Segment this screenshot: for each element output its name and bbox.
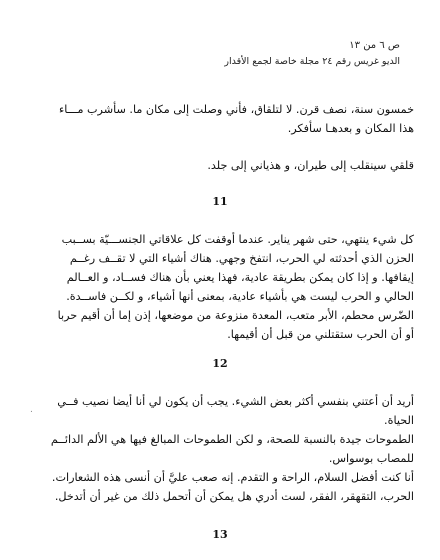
text-line: الضّرس محطم، الأبر متعب، المعدة منزوعة من موضعها، إذن إما أن أقيم حربا bbox=[57, 309, 414, 322]
text-line: الحزن الذي أحدثته لي الحرب، انتفخ وجهي. هناك أشياء التي لا تقــف رغــم bbox=[69, 252, 414, 265]
text-line: أنا كنت أفضل السلام، الراحة و التقدم. إنه صعب عليَّ أن أنسى هذه الشعارات. bbox=[51, 471, 414, 484]
paragraph-short bbox=[28, 156, 414, 175]
page-number-header: ص ٦ من ١٣ bbox=[349, 40, 400, 51]
text-line: إيقافها. و إذا كان يمكن بطريقة عادية، فهذا يعني بأن هناك فســاد، و العــالم bbox=[66, 271, 414, 284]
section-number-11: 11 bbox=[212, 195, 228, 208]
text-line: أريد أن أعتني بنفسي أكثر بعض الشيء. يجب أن يكون لي أنا أيضا نصيب فــي bbox=[57, 395, 414, 408]
text-line: كل شيء ينتهي، حتى شهر يناير. عندما أوقفت كل علاقاتي الجنســـيّة بســبب bbox=[61, 233, 414, 246]
margin-mark: . bbox=[30, 405, 33, 415]
text-line: الحالي و الحرب ليست هي بأشياء عادية، بمعنى أنها أشياء، و لكــن فاســدة. bbox=[66, 290, 414, 303]
text-line: الطموحات جيدة بالنسبة للصحة، و لكن الطموحات المبالغ فيها هي الألم الدائــم bbox=[50, 433, 414, 446]
section-number-13: 13 bbox=[212, 528, 228, 541]
text-line: الحياة. bbox=[384, 414, 414, 427]
text-line: خمسون سنة، نصف قرن. لا لتلقاق، فأني وصلت إلى مكان ما. سأشرب مـــاء bbox=[58, 103, 414, 116]
text-line: هذا المكان و بعدهـا سأفكر. bbox=[287, 122, 414, 135]
text-line: الحرب، التقهقر، الفقر، لست أدري هل يمكن أن أتحمل ذلك من غير أن أتدخل. bbox=[54, 490, 414, 503]
text-line: أو أن الحرب ستقتلني من قبل أن أقيمها. bbox=[227, 328, 414, 341]
text-line: للمصاب بوسواس. bbox=[328, 452, 414, 465]
paragraph-section-12 bbox=[28, 392, 414, 506]
paragraph-opening bbox=[28, 100, 414, 138]
paragraph-section-11 bbox=[28, 230, 414, 344]
running-title: الديو غريس رقم ٢٤ مجلة خاصة لجمع الأقدار bbox=[224, 56, 400, 67]
text-line: قلقي سينقلب إلى طيران، و هذياني إلى جلد. bbox=[207, 159, 414, 172]
section-number-12: 12 bbox=[212, 357, 228, 370]
